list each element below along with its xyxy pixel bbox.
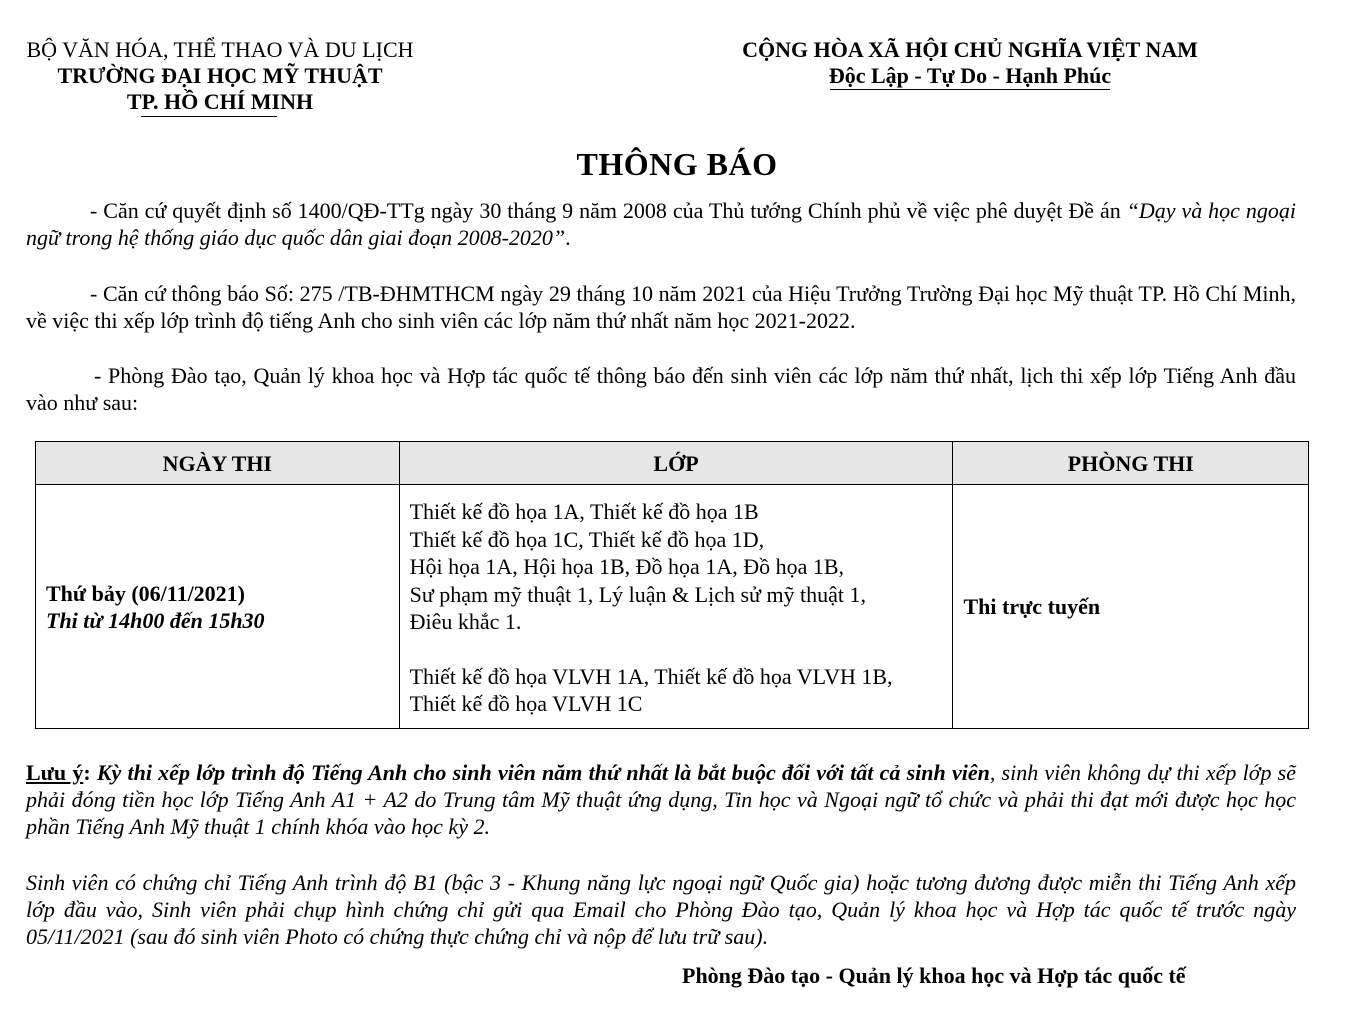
certificate-note: Sinh viên có chứng chỉ Tiếng Anh trình độ B1 (bậc 3 - Khung năng lực ngoại ngữ Quốc gia) hoặc tương đương được miễn thi Tiếng Anh xếp lớp đầu vào, Sinh viên phải chụp hình chứng chỉ gửi qua Email cho Phòng Đào tạo, Quản lý khoa học và Hợp tác quốc tế trước ngày 05/11/2021 (sau đó sinh viên Photo có chứng thực chứng chỉ và nộp để lưu trữ sau). — [26, 870, 1296, 949]
exam-room: Thi trực tuyến — [953, 485, 1309, 729]
school-name: TRƯỜNG ĐẠI HỌC MỸ THUẬT — [57, 63, 383, 88]
national-header — [700, 37, 1240, 89]
col-header-room: PHÒNG THI — [953, 442, 1309, 485]
paragraph-notice-ref: - Căn cứ thông báo Số: 275 /TB-ĐHMTHCM ngày 29 tháng 10 năm 2021 của Hiệu Trưởng Trường Đại học Mỹ thuật TP. Hồ Chí Minh, về việc thi xếp lớp trình độ tiếng Anh cho sinh viên các lớp năm thứ nhất năm học 2021-2022. — [26, 281, 1296, 333]
class-list-item: Thiết kế đồ họa VLVH 1C — [409, 691, 643, 716]
table-row — [36, 485, 1309, 729]
country-name: CỘNG HÒA XÃ HỘI CHỦ NGHĨA VIỆT NAM — [742, 37, 1198, 62]
issuer-block — [10, 37, 430, 115]
paragraph-decision — [26, 197, 1296, 251]
exam-schedule-table — [35, 441, 1309, 729]
ministry-name: BỘ VĂN HÓA, THỂ THAO VÀ DU LỊCH — [26, 37, 414, 62]
project-name: “Dạy và học ngoại ngữ trong hệ thống giáo dục quốc dân giai đoạn 2008-2020” — [26, 198, 1297, 250]
note-body: , sinh viên không dự thi xếp lớp sẽ phải đóng tiền học lớp Tiếng Anh A1 + A2 do Trung tâm Mỹ thuật ứng dụng, Tin học và Ngoại ngữ tổ chức và phải thi đạt mới được học học phần Tiếng Anh Mỹ thuật 1 chính khóa vào học kỳ 2. — [26, 760, 1296, 839]
decision-text: - Căn cứ quyết định số 1400/QĐ-TTg ngày 30 tháng 9 năm 2008 của Thủ tướng Chính phủ về việc phê duyệt Đề án — [90, 198, 1127, 223]
class-list-item: Điêu khắc 1. — [409, 609, 522, 634]
note-emphasis: Kỳ thi xếp lớp trình độ Tiếng Anh cho sinh viên năm thứ nhất là bắt buộc đối với tất cả sinh viên — [90, 760, 990, 785]
col-header-class: LỚP — [399, 442, 953, 485]
paragraph-announcement: - Phòng Đào tạo, Quản lý khoa học và Hợp tác quốc tế thông báo đến sinh viên các lớp năm thứ nhất, lịch thi xếp lớp Tiếng Anh đầu vào như sau: — [26, 363, 1296, 415]
exam-date-cell — [36, 485, 400, 729]
issuer-underline — [141, 116, 277, 117]
col-header-date: NGÀY THI — [36, 442, 400, 485]
table-header-row — [36, 442, 1309, 485]
school-city: TP. HỒ CHÍ MINH — [126, 89, 314, 114]
class-list-item: Hội họa 1A, Hội họa 1B, Đồ họa 1A, Đồ họa 1B, — [409, 554, 845, 579]
national-motto: Độc Lập - Tự Do - Hạnh Phúc — [828, 63, 1112, 88]
exam-date: Thứ bảy (06/11/2021) — [46, 580, 246, 606]
note-label: Lưu ý — [26, 760, 84, 785]
note-colon: : — [83, 760, 91, 785]
decision-end: . — [565, 225, 571, 250]
motto-underline — [830, 89, 1110, 90]
signature-department: Phòng Đào tạo - Quản lý khoa học và Hợp tác quốc tế — [682, 963, 1186, 988]
class-list-item: Thiết kế đồ họa 1C, Thiết kế đồ họa 1D, — [409, 526, 765, 552]
class-list-item: Thiết kế đồ họa 1A, Thiết kế đồ họa 1B — [409, 499, 759, 524]
note-paragraph — [26, 759, 1296, 840]
class-list-item: Sư phạm mỹ thuật 1, Lý luận & Lịch sử mỹ thuật 1, — [409, 581, 867, 607]
exam-time: Thi từ 14h00 đến 15h30 — [46, 607, 265, 633]
class-list-cell — [399, 485, 953, 729]
class-list-item: Thiết kế đồ họa VLVH 1A, Thiết kế đồ họa VLVH 1B, — [409, 663, 893, 689]
document-title: THÔNG BÁO — [576, 146, 778, 182]
